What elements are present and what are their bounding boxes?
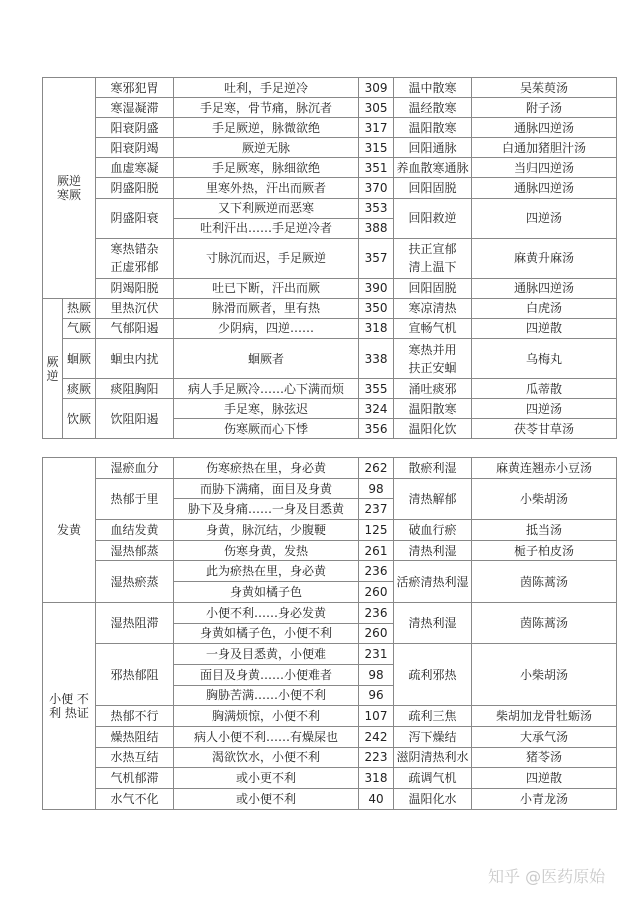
table-row xyxy=(43,138,617,158)
formula-cell: 四逆散 xyxy=(472,318,617,338)
formula-cell: 通脉四逆汤 xyxy=(472,118,617,138)
syndrome-cell: 阳衰阴盛 xyxy=(96,118,174,138)
table-row xyxy=(43,458,617,479)
jue-type-cell: 饮厥 xyxy=(63,399,96,439)
symptom-cell: 小便不利……身必发黄 xyxy=(174,602,359,623)
symptom-cell: 手足寒，骨节痛，脉沉者 xyxy=(174,98,359,118)
method-cell: 回阳通脉 xyxy=(394,138,472,158)
formula-cell: 大承气汤 xyxy=(472,726,617,747)
method-cell: 回阳固脱 xyxy=(394,278,472,298)
table-row xyxy=(43,158,617,178)
symptom-cell: 一身及目悉黄，小便难 xyxy=(174,644,359,665)
formula-cell: 通脉四逆汤 xyxy=(472,178,617,198)
table-row xyxy=(43,78,617,98)
syndrome-cell: 气郁阳遏 xyxy=(96,318,174,338)
formula-cell: 白通加猪胆汁汤 xyxy=(472,138,617,158)
clause-number: 98 xyxy=(359,664,394,685)
clause-number: 261 xyxy=(359,540,394,561)
table-row xyxy=(43,706,617,727)
method-cell: 寒凉清热 xyxy=(394,298,472,318)
group-label-xiaobian: 小便 不利 热证 xyxy=(43,602,96,809)
method-cell: 温中散寒 xyxy=(394,78,472,98)
syndrome-cell: 血虚寒凝 xyxy=(96,158,174,178)
clause-number: 305 xyxy=(359,98,394,118)
symptom-cell: 手足厥寒，脉细欲绝 xyxy=(174,158,359,178)
symptom-cell: 脉滑而厥者，里有热 xyxy=(174,298,359,318)
clause-number: 237 xyxy=(359,499,394,520)
method-cell: 温阳散寒 xyxy=(394,399,472,419)
syndrome-cell: 阴盛阳脱 xyxy=(96,178,174,198)
clause-number: 324 xyxy=(359,399,394,419)
clause-number: 107 xyxy=(359,706,394,727)
jue-type-cell: 热厥 xyxy=(63,298,96,318)
clause-number: 40 xyxy=(359,789,394,810)
clause-number: 353 xyxy=(359,198,394,218)
formula-cell: 柴胡加龙骨牡蛎汤 xyxy=(472,706,617,727)
syndrome-cell: 热郁不行 xyxy=(96,706,174,727)
table-row xyxy=(43,98,617,118)
symptom-cell: 伤寒身黄，发热 xyxy=(174,540,359,561)
method-cell: 温阳散寒 xyxy=(394,118,472,138)
method-cell: 疏利三焦 xyxy=(394,706,472,727)
symptom-cell: 病人小便不利……有燥屎也 xyxy=(174,726,359,747)
method-cell: 破血行瘀 xyxy=(394,520,472,541)
clause-number: 350 xyxy=(359,298,394,318)
symptom-cell: 吐已下断，汗出而厥 xyxy=(174,278,359,298)
symptom-cell: 又下利厥逆而恶寒 xyxy=(174,198,359,218)
method-cell: 温经散寒 xyxy=(394,98,472,118)
symptom-cell: 胁下及身痛……一身及目悉黄 xyxy=(174,499,359,520)
syndrome-cell: 水气不化 xyxy=(96,789,174,810)
method-cell: 疏调气机 xyxy=(394,768,472,789)
table-row xyxy=(43,339,617,379)
method-cell: 清热解郁 xyxy=(394,478,472,519)
clause-number: 318 xyxy=(359,318,394,338)
method-cell: 泻下燥结 xyxy=(394,726,472,747)
clause-number: 262 xyxy=(359,458,394,479)
clause-number: 125 xyxy=(359,520,394,541)
clause-number: 96 xyxy=(359,685,394,706)
clause-number: 338 xyxy=(359,339,394,379)
jue-type-cell: 气厥 xyxy=(63,318,96,338)
method-cell: 疏利邪热 xyxy=(394,644,472,706)
formula-cell: 附子汤 xyxy=(472,98,617,118)
table-row xyxy=(43,399,617,419)
clause-number: 351 xyxy=(359,158,394,178)
formula-cell: 白虎汤 xyxy=(472,298,617,318)
method-cell: 回阳固脱 xyxy=(394,178,472,198)
syndrome-cell: 寒湿凝滞 xyxy=(96,98,174,118)
symptom-cell: 蛔厥者 xyxy=(174,339,359,379)
clause-number: 309 xyxy=(359,78,394,98)
formula-cell: 麻黄连翘赤小豆汤 xyxy=(472,458,617,479)
table-row xyxy=(43,602,617,623)
symptom-cell: 身黄如橘子色 xyxy=(174,582,359,603)
table-row xyxy=(43,747,617,768)
syndrome-cell: 气机郁滞 xyxy=(96,768,174,789)
formula-cell: 瓜蒂散 xyxy=(472,379,617,399)
method-cell: 扶正宣郁 清上温下 xyxy=(394,238,472,278)
clause-number: 98 xyxy=(359,478,394,499)
method-cell: 清热利湿 xyxy=(394,602,472,643)
symptom-cell: 吐利汗出……手足逆冷者 xyxy=(174,218,359,238)
symptom-cell: 寸脉沉而迟，手足厥逆 xyxy=(174,238,359,278)
symptom-cell: 胸胁苦满……小便不利 xyxy=(174,685,359,706)
clause-number: 242 xyxy=(359,726,394,747)
syndrome-cell: 寒热错杂 正虚邪郁 xyxy=(96,238,174,278)
symptom-cell: 手足厥逆，脉微欲绝 xyxy=(174,118,359,138)
syndrome-cell: 热郁于里 xyxy=(96,478,174,519)
jue-type-cell: 痰厥 xyxy=(63,379,96,399)
formula-cell: 小青龙汤 xyxy=(472,789,617,810)
symptom-cell: 身黄如橘子色，小便不利 xyxy=(174,623,359,644)
table-row xyxy=(43,726,617,747)
symptom-cell: 或小便不利 xyxy=(174,789,359,810)
formula-cell: 小柴胡汤 xyxy=(472,644,617,706)
table-row xyxy=(43,278,617,298)
symptom-cell: 而胁下满痛，面目及身黄 xyxy=(174,478,359,499)
group-label-text: 厥逆 寒厥 xyxy=(57,173,82,202)
syndrome-cell: 痰阻胸阳 xyxy=(96,379,174,399)
clause-number: 370 xyxy=(359,178,394,198)
syndrome-cell: 水热互结 xyxy=(96,747,174,768)
formula-cell: 麻黄升麻汤 xyxy=(472,238,617,278)
method-cell: 清热利湿 xyxy=(394,540,472,561)
symptom-cell: 或小更不利 xyxy=(174,768,359,789)
syndrome-cell: 里热沉伏 xyxy=(96,298,174,318)
clause-number: 223 xyxy=(359,747,394,768)
method-cell: 寒热并用 扶正安蛔 xyxy=(394,339,472,379)
method-cell: 回阳救逆 xyxy=(394,198,472,238)
clause-number: 260 xyxy=(359,582,394,603)
table-row xyxy=(43,478,617,499)
clause-number: 388 xyxy=(359,218,394,238)
formula-cell: 吴茱萸汤 xyxy=(472,78,617,98)
formula-cell: 四逆汤 xyxy=(472,198,617,238)
symptom-cell: 面目及身黄……小便难者 xyxy=(174,664,359,685)
method-cell: 散瘀利湿 xyxy=(394,458,472,479)
symptom-cell: 病人手足厥冷……心下满而烦 xyxy=(174,379,359,399)
group-label-fahuang: 发黄 xyxy=(43,458,96,603)
symptom-cell: 此为瘀热在里，身必黄 xyxy=(174,561,359,582)
method-cell: 温阳化饮 xyxy=(394,419,472,439)
formula-cell: 茯苓甘草汤 xyxy=(472,419,617,439)
syndrome-cell: 阴盛阳衰 xyxy=(96,198,174,238)
clause-number: 355 xyxy=(359,379,394,399)
symptom-cell: 少阴病，四逆…… xyxy=(174,318,359,338)
formula-cell: 茵陈蒿汤 xyxy=(472,561,617,602)
syndrome-cell: 湿热瘀蒸 xyxy=(96,561,174,602)
formula-cell: 乌梅丸 xyxy=(472,339,617,379)
symptom-cell: 伤寒厥而心下悸 xyxy=(174,419,359,439)
formula-cell: 猪苓汤 xyxy=(472,747,617,768)
table-row xyxy=(43,318,617,338)
symptom-cell: 吐利，手足逆冷 xyxy=(174,78,359,98)
jue-type-cell: 蛔厥 xyxy=(63,339,96,379)
symptom-cell: 手足寒，脉弦迟 xyxy=(174,399,359,419)
syndrome-cell: 饮阻阳遏 xyxy=(96,399,174,439)
symptom-cell: 身黄，脉沉结，少腹鞕 xyxy=(174,520,359,541)
syndrome-cell: 邪热郁阻 xyxy=(96,644,174,706)
clause-number: 390 xyxy=(359,278,394,298)
table-row xyxy=(43,379,617,399)
formula-cell: 当归四逆汤 xyxy=(472,158,617,178)
method-cell: 养血散寒通脉 xyxy=(394,158,472,178)
syndrome-cell: 湿瘀血分 xyxy=(96,458,174,479)
syndrome-cell: 寒邪犯胃 xyxy=(96,78,174,98)
syndrome-cell: 湿热阻滞 xyxy=(96,602,174,643)
table-row xyxy=(43,789,617,810)
syndrome-cell: 阳衰阴竭 xyxy=(96,138,174,158)
method-cell: 滋阴清热利水 xyxy=(394,747,472,768)
clause-number: 357 xyxy=(359,238,394,278)
syndrome-cell: 湿热郁蒸 xyxy=(96,540,174,561)
formula-cell: 四逆汤 xyxy=(472,399,617,419)
syndrome-cell: 阴竭阳脱 xyxy=(96,278,174,298)
clause-number: 236 xyxy=(359,561,394,582)
table-row xyxy=(43,118,617,138)
syndrome-cell: 血结发黄 xyxy=(96,520,174,541)
clause-number: 260 xyxy=(359,623,394,644)
group-label-jueni: 厥 逆 xyxy=(43,298,63,438)
method-cell: 温阳化水 xyxy=(394,789,472,810)
table-row xyxy=(43,561,617,582)
syndrome-cell: 燥热阻结 xyxy=(96,726,174,747)
symptom-cell: 厥逆无脉 xyxy=(174,138,359,158)
formula-cell: 小柴胡汤 xyxy=(472,478,617,519)
formula-cell: 抵当汤 xyxy=(472,520,617,541)
fahuang-xiaobian-table xyxy=(42,457,617,810)
table-row xyxy=(43,198,617,218)
symptom-cell: 里寒外热，汗出而厥者 xyxy=(174,178,359,198)
group-label-jueni-hanjue xyxy=(43,78,96,299)
table-row xyxy=(43,238,617,278)
method-cell: 宣畅气机 xyxy=(394,318,472,338)
formula-cell: 茵陈蒿汤 xyxy=(472,602,617,643)
formula-cell: 栀子柏皮汤 xyxy=(472,540,617,561)
clause-number: 356 xyxy=(359,419,394,439)
clause-number: 317 xyxy=(359,118,394,138)
symptom-cell: 渴欲饮水，小便不利 xyxy=(174,747,359,768)
formula-cell: 通脉四逆汤 xyxy=(472,278,617,298)
clause-number: 231 xyxy=(359,644,394,665)
watermark: 知乎 @医药原始 xyxy=(488,867,606,886)
clause-number: 318 xyxy=(359,768,394,789)
clause-number: 236 xyxy=(359,602,394,623)
symptom-cell: 胸满烦惊，小便不利 xyxy=(174,706,359,727)
syndrome-cell: 蛔虫内扰 xyxy=(96,339,174,379)
method-cell: 活瘀清热利湿 xyxy=(394,561,472,602)
table-row xyxy=(43,520,617,541)
clause-number: 315 xyxy=(359,138,394,158)
table-row xyxy=(43,644,617,665)
table-row xyxy=(43,178,617,198)
table-row xyxy=(43,298,617,318)
table-row xyxy=(43,768,617,789)
table-row xyxy=(43,540,617,561)
symptom-cell: 伤寒瘀热在里，身必黄 xyxy=(174,458,359,479)
jueni-table xyxy=(42,77,617,439)
method-cell: 涌吐痰邪 xyxy=(394,379,472,399)
formula-cell: 四逆散 xyxy=(472,768,617,789)
